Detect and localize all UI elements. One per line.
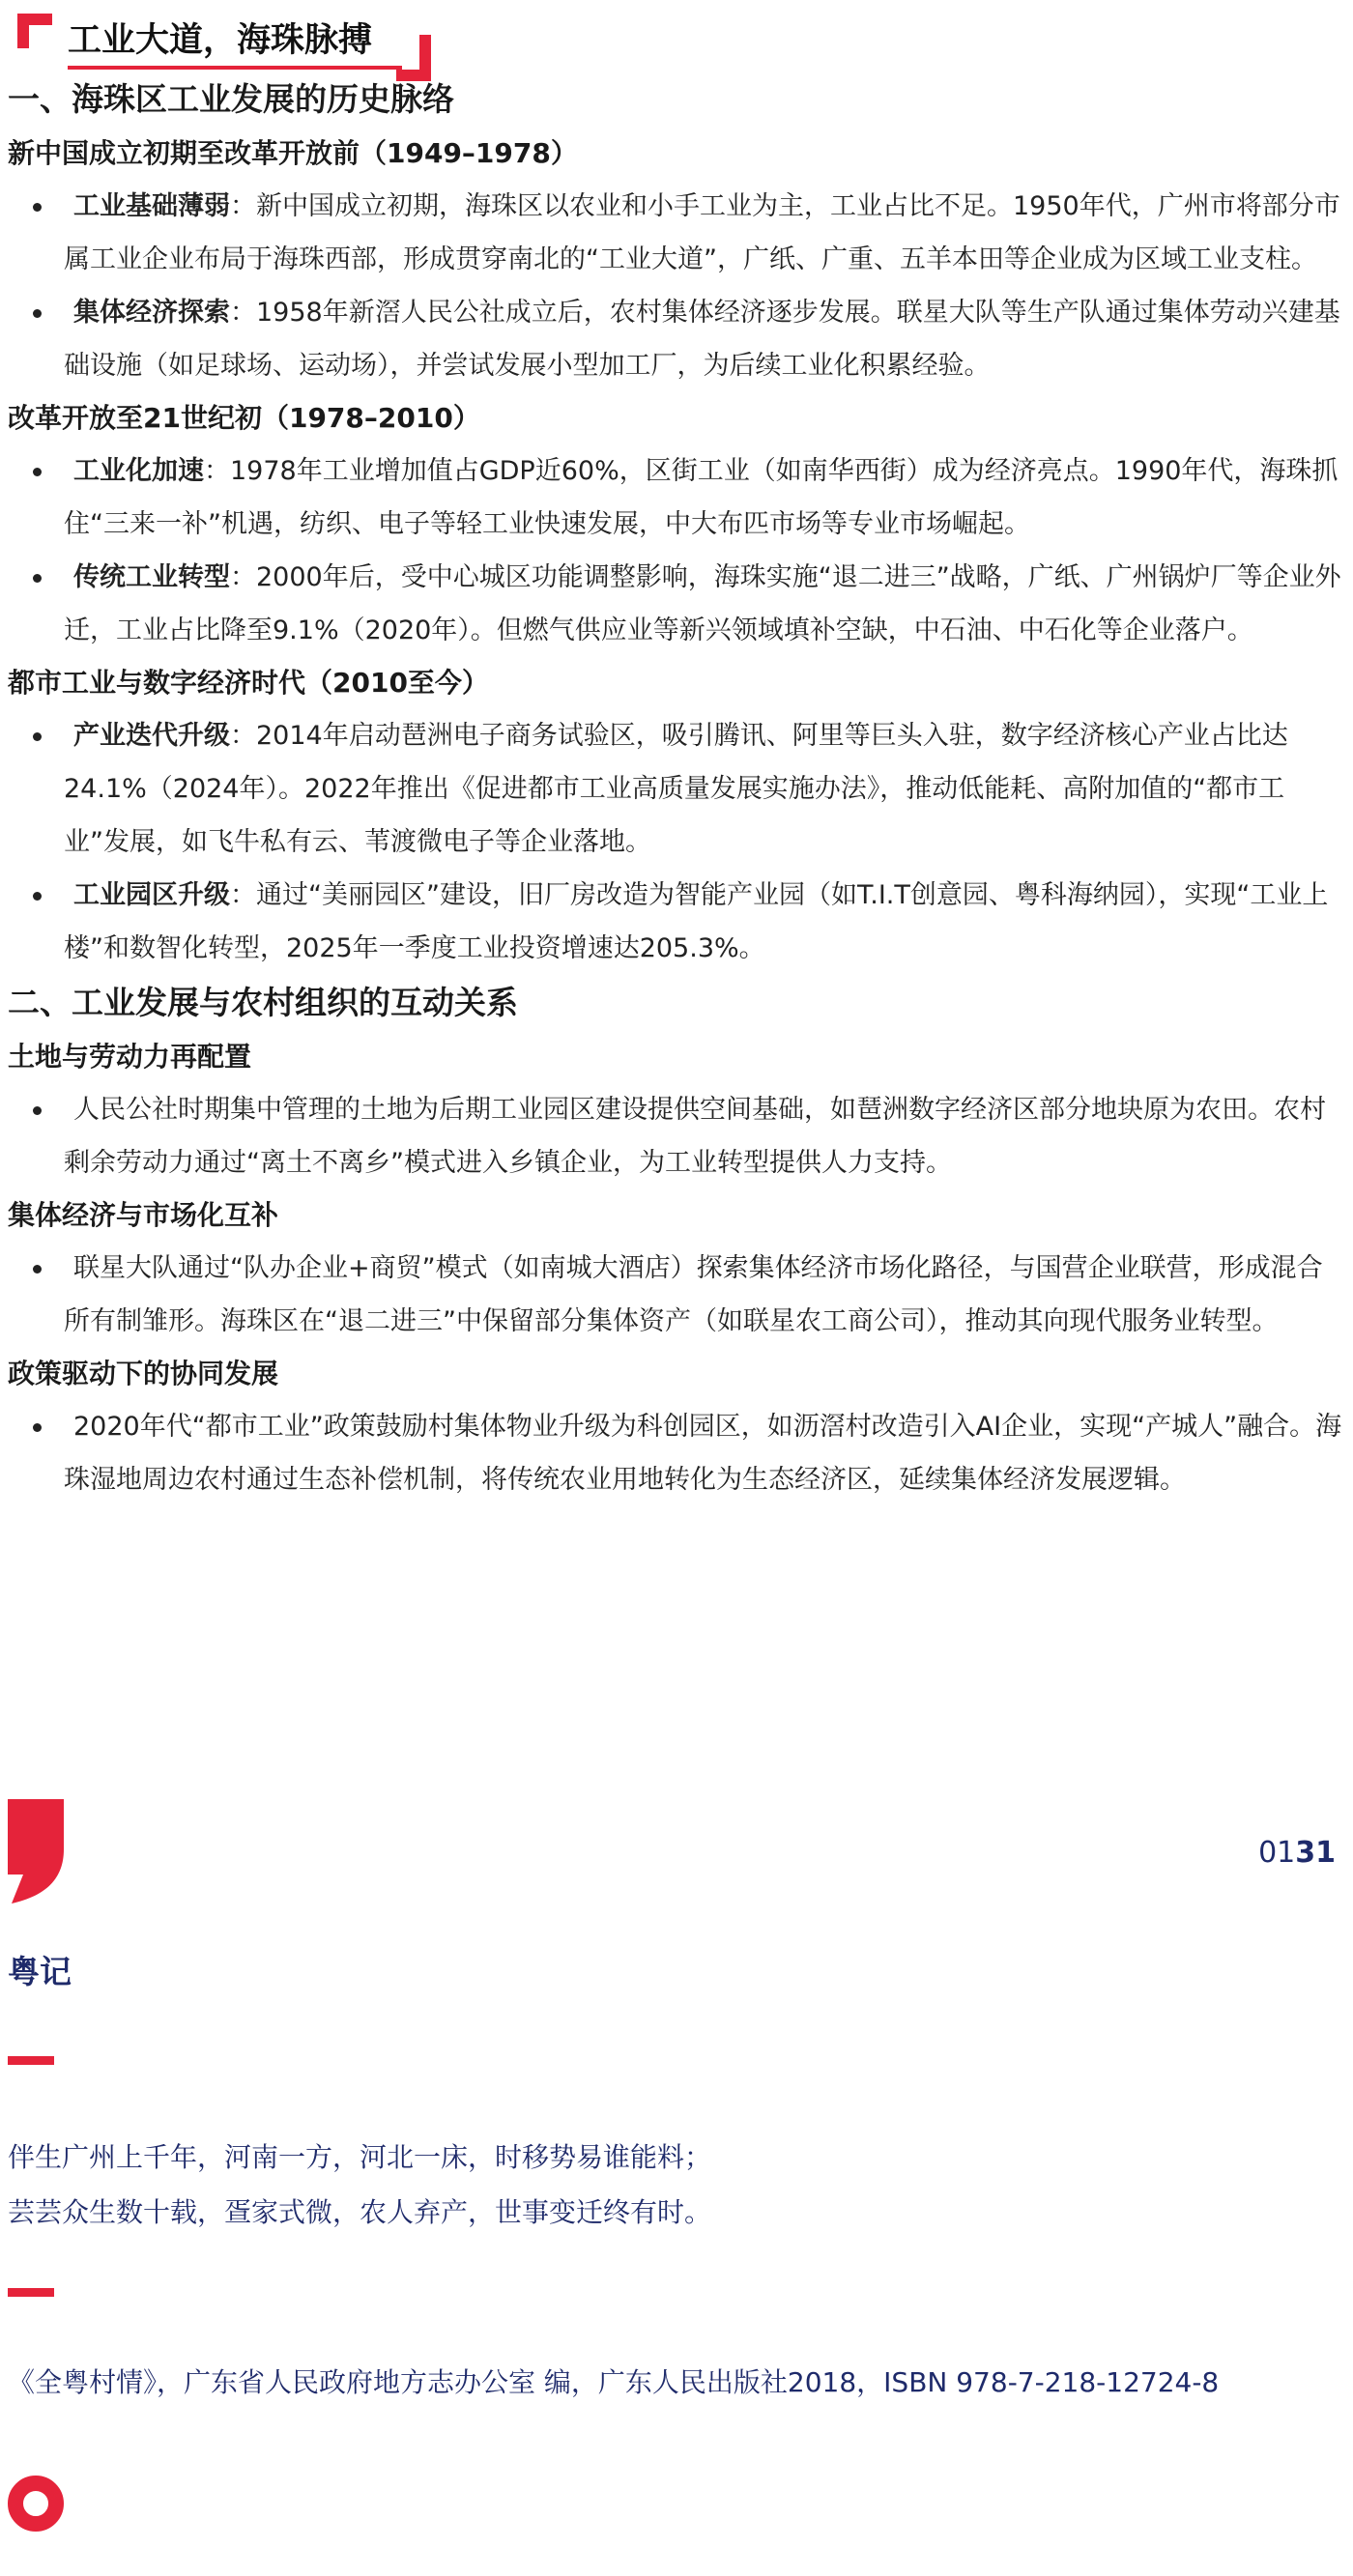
bullet-list	[8, 1242, 1345, 1348]
title-underline	[68, 66, 402, 70]
list-item	[8, 1242, 1345, 1348]
item-text: ：通过“美丽园区”建设，旧厂房改造为智能产业园（如T.I.T创意园、粤科海纳园），实现“工业上楼”和数智化转型，2025年一季度工业投资增速达205.3%。	[64, 880, 1329, 963]
item-text: 人民公社时期集中管理的土地为后期工业园区建设提供空间基础，如琶洲数字经济区部分地块原为农田。农村剩余劳动力通过“离土不离乡”模式进入乡镇企业，为工业转型提供人力支持。	[64, 1095, 1326, 1178]
subsection-heading: 政策驱动下的协同发展	[8, 1358, 279, 1389]
subsection-heading: 新中国成立初期至改革开放前（1949–1978）	[8, 137, 578, 169]
subsection-heading: 都市工业与数字经济时代（2010至今）	[8, 667, 489, 699]
item-text: ：2000年后，受中心城区功能调整影响，海珠实施“退二进三”战略，广纸、广州锅炉厂等企业外迁，工业占比降至9.1%（2020年）。但燃气供应业等新兴领域填补空缺，中石油、中石化等企业落户。	[64, 562, 1341, 645]
item-text: ：1978年工业增加值占GDP近60%，区街工业（如南华西街）成为经济亮点。1990年代，海珠抓住“三来一补”机遇，纺织、电子等轻工业快速发展，中大布匹市场等专业市场崛起。	[64, 456, 1339, 539]
title-block	[17, 14, 443, 72]
item-text: ：新中国成立初期，海珠区以农业和小手工业为主，工业占比不足。1950年代，广州市将部分市属工业企业布局于海珠西部，形成贯穿南北的“工业大道”，广纸、广重、五羊本田等企业成为区域工业支柱。	[64, 191, 1340, 274]
item-label: 工业基础薄弱	[73, 191, 230, 221]
divider-dash	[8, 2288, 54, 2297]
list-item	[8, 1083, 1345, 1189]
list-item	[8, 709, 1345, 869]
ring-icon	[8, 2476, 64, 2532]
brand-name: 粤记	[8, 1953, 72, 1990]
quote-mark-icon	[8, 1799, 66, 1903]
bracket-corner-icon	[17, 14, 52, 48]
item-text: 2020年代“都市工业”政策鼓励村集体物业升级为科创园区，如沥滘村改造引入AI企业，实现“产城人”融合。海珠湿地周边农村通过生态补偿机制，将传统农业用地转化为生态经济区，延续集体经济发展逻辑。	[64, 1412, 1342, 1495]
bullet-list	[8, 1083, 1345, 1189]
item-label: 集体经济探索	[73, 298, 230, 328]
bullet-list	[8, 444, 1345, 657]
item-text: 联星大队通过“队办企业+商贸”模式（如南城大酒店）探索集体经济市场化路径，与国营企业联营，形成混合所有制雏形。海珠区在“退二进三”中保留部分集体资产（如联星农工商公司），推动其向现代服务业转型。	[64, 1253, 1323, 1336]
bullet-list	[8, 1400, 1345, 1506]
list-item	[8, 286, 1345, 392]
item-label: 产业迭代升级	[73, 721, 230, 751]
poem-line: 芸芸众生数十载，疍家式微，农人弃产，世事变迁终有时。	[8, 2196, 712, 2228]
subsection-heading: 土地与劳动力再配置	[8, 1041, 252, 1073]
page-title: 工业大道，海珠脉搏	[68, 21, 373, 60]
poem-line: 伴生广州上千年，河南一方，河北一床，时移势易谁能料；	[8, 2141, 712, 2173]
item-label: 传统工业转型	[73, 562, 230, 592]
section-heading: 一、海珠区工业发展的历史脉络	[8, 80, 454, 118]
list-item	[8, 1400, 1345, 1506]
list-item	[8, 551, 1345, 657]
page-number-prefix: 01	[1258, 1836, 1296, 1870]
citation: 《全粤村情》，广东省人民政府地方志办公室 编，广东人民出版社2018，ISBN 978-7-218-12724-8	[8, 2366, 1220, 2398]
list-item	[8, 444, 1345, 551]
subsection-heading: 改革开放至21世纪初（1978–2010）	[8, 402, 480, 434]
list-item	[8, 180, 1345, 286]
divider-dash	[8, 2056, 54, 2065]
poem	[8, 2130, 711, 2240]
item-label: 工业化加速	[73, 456, 204, 486]
bullet-list	[8, 709, 1345, 975]
item-text: ：2014年启动琶洲电子商务试验区，吸引腾讯、阿里等巨头入驻，数字经济核心产业占比达24.1%（2024年）。2022年推出《促进都市工业高质量发展实施办法》，推动低能耗、高附加值的“都市工业”发展，如飞牛私有云、苇渡微电子等企业落地。	[64, 721, 1288, 857]
section-heading: 二、工业发展与农村组织的互动关系	[8, 984, 518, 1021]
article-body	[8, 72, 1345, 1506]
subsection-heading: 集体经济与市场化互补	[8, 1199, 279, 1231]
item-label: 工业园区升级	[73, 880, 230, 910]
page-number-main: 31	[1295, 1836, 1336, 1870]
item-text: ：1958年新滘人民公社成立后，农村集体经济逐步发展。联星大队等生产队通过集体劳动兴建基础设施（如足球场、运动场），并尝试发展小型加工厂，为后续工业化积累经验。	[64, 298, 1340, 381]
page-number	[1258, 1834, 1336, 1873]
list-item	[8, 869, 1345, 975]
bullet-list	[8, 180, 1345, 392]
